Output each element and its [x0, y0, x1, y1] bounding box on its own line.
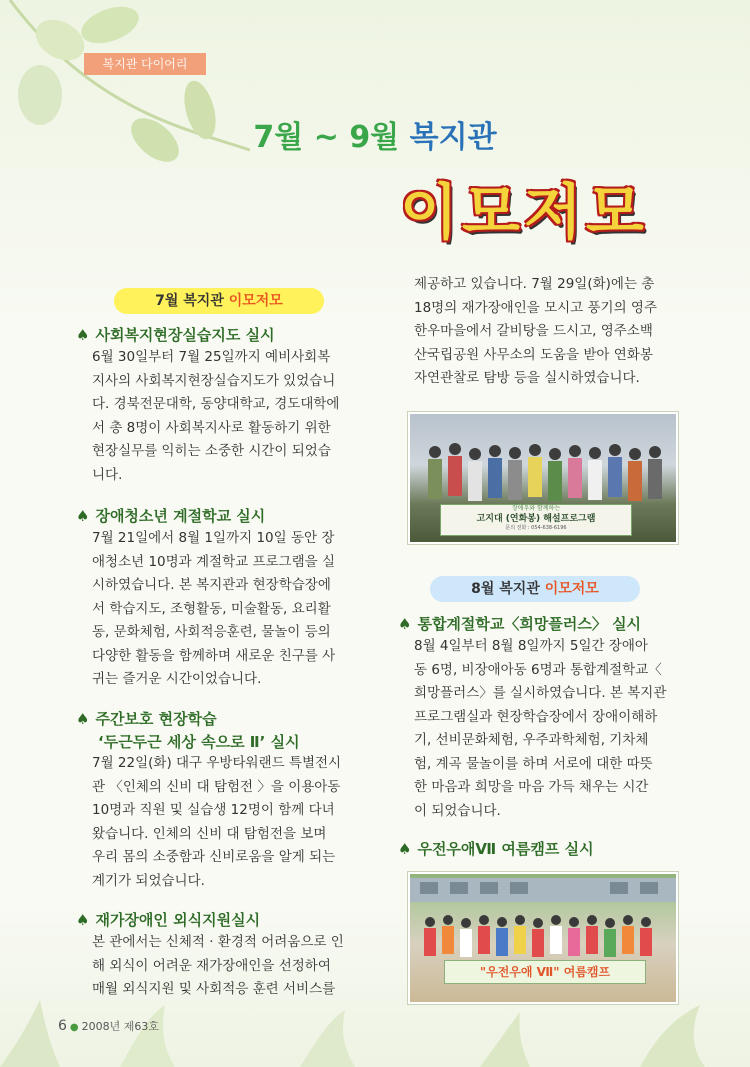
title-tilde: ~: [303, 120, 350, 155]
title-month-end: 9월: [349, 120, 400, 155]
section-heading-3: ♠ 주간보호 현장학습: [76, 710, 217, 728]
section-body-5: 8월 4일부터 8월 8일까지 5일간 장애아 동 6명, 비장애아동 6명과 통합계절학교〈 희망플러스〉를 실시하였습니다. 본 복지관 프로그램실과 현장학습장에서 장애이해하 기, 선비문화체험, 우주과학체험, 기차체 험, 계곡 물놀이를 하며 서로에 대한 따뜻 한 마음과 희망을 마음 가득 채우는 시간 이 되었습니다.: [414, 638, 667, 819]
right-continued-text: 제공하고 있습니다. 7월 29일(화)에는 총 18명의 재가장애인을 모시고 풍기의 영주 한우마을에서 갈비탕을 드시고, 영주소백 산국립공원 사무소의 도움을 받아 연화봉 자연관찰로 탐방 등을 실시하였습니다.: [414, 276, 657, 386]
spade-icon: ♠: [76, 507, 90, 525]
page-number: 6: [58, 1018, 67, 1034]
spade-icon: ♠: [76, 911, 90, 929]
spade-icon: ♠: [76, 710, 90, 728]
spade-icon: ♠: [398, 615, 412, 633]
section-heading-5: ♠ 통합계절학교〈희망플러스〉 실시: [398, 615, 642, 633]
photo1-banner: 장애우와 함께하는 고지대 (연화봉) 해설프로그램 문의 전화 : 054-638-6196: [440, 504, 632, 536]
july-pill-accent: 이모저모: [228, 293, 283, 309]
section-body-4: 본 관에서는 신체적 · 환경적 어려움으로 인 해 외식이 어려운 재가장애인을 선정하여 매월 외식지원 및 사회적응 훈련 서비스를: [92, 934, 344, 997]
section-heading-6: ♠ 우전우애Ⅶ 여름캠프 실시: [398, 840, 594, 858]
july-pill: [114, 288, 324, 314]
section-body-1: 6월 30일부터 7월 25일까지 예비사회복 지사의 사회복지현장실습지도가 있었습니 다. 경북전문대학, 동양대학교, 경도대학에 서 총 8명이 사회복지사로 활동하기 위한 현장실무를 익히는 소중한 시간이 되었습 니다.: [92, 349, 340, 483]
page-title-line1: [0, 112, 750, 156]
section-heading-4: ♠ 재가장애인 외식지원실시: [76, 911, 261, 929]
section-body-3: 7월 22일(화) 대구 우방타워랜드 특별전시 관 〈인체의 신비 대 탐험전 〉을 이용아동 10명과 직원 및 실습생 12명이 함께 다녀 왔습니다. 인체의 신비 대 탐험전을 보며 우리 몸의 소중함과 신비로움을 알게 되는 계기가 되었습니다.: [92, 755, 342, 889]
issue-label: 2008년 제63호: [81, 1020, 160, 1033]
title-subject: 복지관: [399, 120, 497, 155]
section-heading-1: ♠ 사회복지현장실습지도 실시: [76, 326, 275, 344]
section-tab: 복지관 다이어리: [84, 53, 206, 75]
section-heading-2: ♠ 장애청소년 계절학교 실시: [76, 507, 266, 525]
title-month-start: 7월: [253, 120, 304, 155]
photo2-banner: "우전우애 Ⅶ" 여름캠프: [444, 960, 646, 984]
august-pill-accent: 이모저모: [544, 581, 599, 597]
section-heading-3-sub: ‘두근두근 세상 속으로 Ⅱ’ 실시: [98, 733, 300, 751]
section-body-2: 7월 21일에서 8월 1일까지 10일 동안 장 애청소년 10명과 계절학교 프로그램을 실 시하였습니다. 본 복지관과 현장학습장에 서 학습지도, 조형활동, 미술활동, 요리활 동, 문화체험, 사회적응훈련, 물놀이 등의 다양한 활동을 함께하며 새로운 친구를 사 귀는 즐거운 시간이었습니다.: [92, 530, 336, 687]
august-pill-prefix: 8월 복지관: [471, 581, 540, 597]
page-title-line2: 이모저모: [400, 178, 648, 248]
group-photo-mountain: [408, 412, 678, 544]
july-pill-prefix: 7월 복지관: [155, 293, 224, 309]
bullet-dot-icon: ●: [69, 1022, 79, 1033]
spade-icon: ♠: [76, 326, 90, 344]
page-footer: [58, 1018, 159, 1034]
spade-icon: ♠: [398, 840, 412, 858]
august-pill: [430, 576, 640, 602]
group-photo-camp: [408, 872, 678, 1004]
